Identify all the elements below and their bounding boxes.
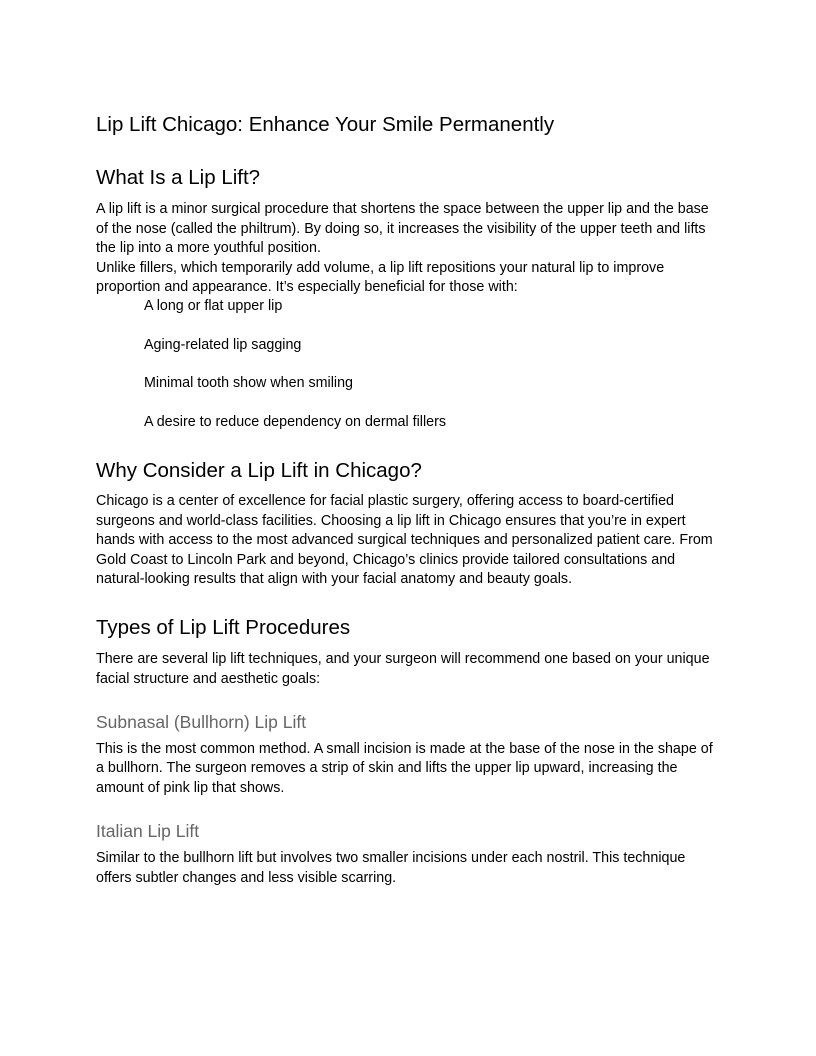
paragraph-italian-lip-lift: Similar to the bullhorn lift but involves two smaller incisions under each nostril. This technique offers subtler changes and less visible scarring. — [96, 850, 686, 886]
heading-what-is-lip-lift: What Is a Lip Lift? — [96, 166, 261, 189]
candidate-list — [144, 297, 446, 452]
list-item: A desire to reduce dependency on dermal fillers — [144, 414, 447, 431]
heading-subnasal-lip-lift: Subnasal (Bullhorn) Lip Lift — [96, 712, 307, 732]
paragraph-types: There are several lip lift techniques, and your surgeon will recommend one based on your unique facial structure and aesthetic goals: — [96, 651, 710, 687]
document-title: Lip Lift Chicago: Enhance Your Smile Permanently — [96, 113, 555, 136]
heading-types: Types of Lip Lift Procedures — [96, 616, 351, 639]
list-item: Minimal tooth show when smiling — [144, 375, 353, 392]
paragraph-why-chicago: Chicago is a center of excellence for facial plastic surgery, offering access to board-certified surgeons and world-class facilities. Choosing a lip lift in Chicago ensures that you’re in expert hands with access to the most advanced surgical techniques and personalized patient care. From Gold Coast to Lincoln Park and beyond, Chicago’s clinics provide tailored consultations and natural-looking results that align with your facial anatomy and beauty goals. — [96, 493, 713, 587]
paragraph-subnasal-lip-lift: This is the most common method. A small incision is made at the base of the nose in the shape of a bullhorn. The surgeon removes a strip of skin and lifts the upper lip upward, increasing the amount of pink lip that shows. — [96, 740, 713, 796]
paragraph-unlike-fillers: Unlike fillers, which temporarily add volume, a lip lift repositions your natural lip to improve proportion and appearance. It’s especially beneficial for those with: — [96, 259, 665, 295]
heading-italian-lip-lift: Italian Lip Lift — [96, 821, 200, 841]
list-item: A long or flat upper lip — [144, 298, 283, 314]
list-item: Aging-related lip sagging — [144, 336, 302, 353]
paragraph-what-is-lip-lift: A lip lift is a minor surgical procedure that shortens the space between the upper lip and the base of the nose (called the philtrum). By doing so, it increases the visibility of the upper teeth and lifts the lip into a more youthful position. — [96, 201, 709, 256]
heading-why-chicago: Why Consider a Lip Lift in Chicago? — [96, 459, 422, 482]
